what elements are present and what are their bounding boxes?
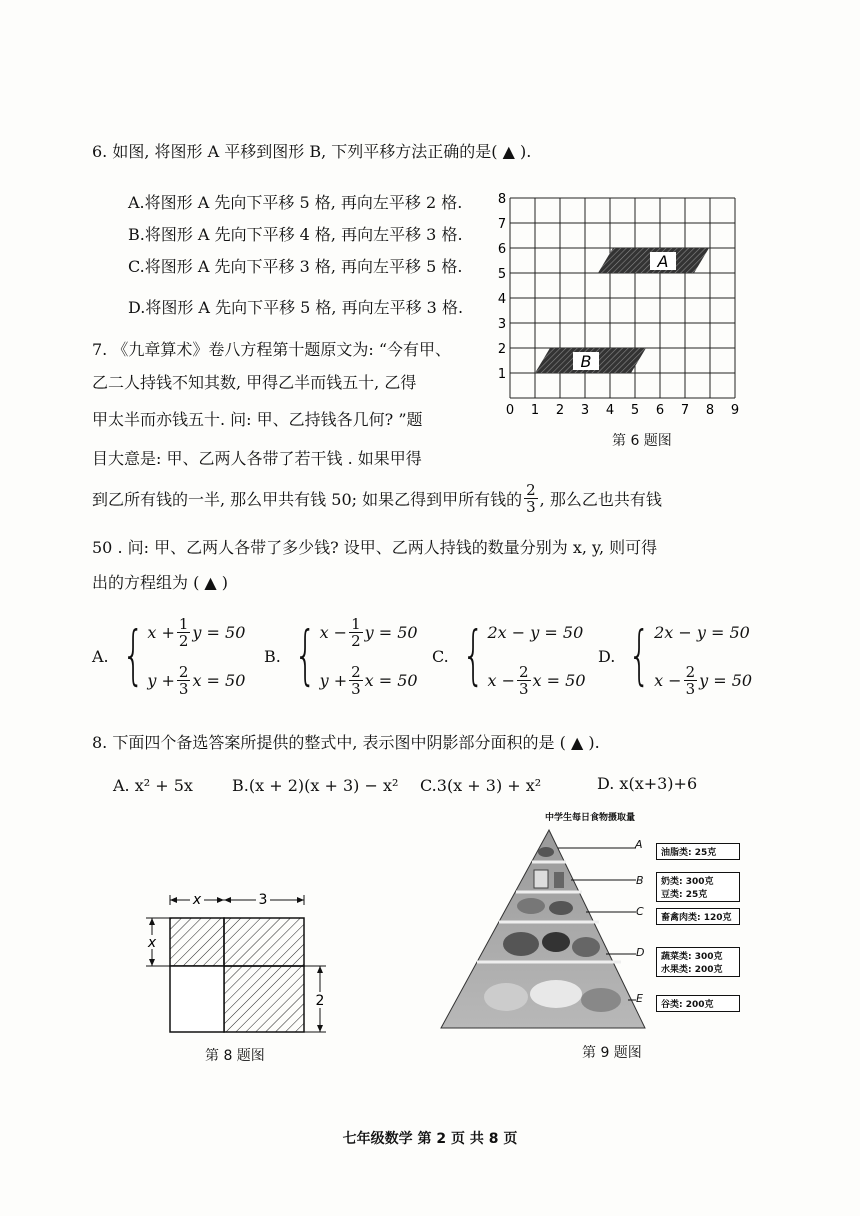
q7-line-4: 目大意是: 甲、乙两人各带了若干钱 . 如果甲得 (92, 449, 422, 468)
y-tick: 2 (497, 342, 507, 357)
level-a-letter: A (635, 838, 643, 851)
q7-choice-d: D. { 2x − y = 50 x − $\frac{2}{3}$ y = 50 (598, 619, 753, 698)
y-tick: 7 (497, 217, 507, 232)
x-tick: 2 (555, 403, 565, 418)
q7-line-3: 甲太半而亦钱五十. 问: 甲、乙持钱各几何? ”题 (92, 410, 423, 429)
q6-option-a: A.将图形 A 先向下平移 5 格, 再向左平移 2 格. (128, 193, 463, 212)
q8-figure-caption: 第 8 题图 (205, 1048, 265, 1064)
q8-option-b: B.(x + 2)(x + 3) − x² (232, 776, 399, 795)
x-tick: 5 (630, 403, 640, 418)
q7-line-5-after: , 那么乙也共有钱 (539, 490, 662, 509)
level-b-letter: B (636, 874, 644, 887)
page-footer: 七年级数学 第 2 页 共 8 页 (342, 1131, 518, 1147)
q6-option-b: B.将图形 A 先向下平移 4 格, 再向左平移 3 格. (128, 225, 463, 244)
x-tick: 7 (680, 403, 690, 418)
level-b-box: 奶类: 300克 豆类: 25克 (656, 872, 740, 902)
q9-figure-caption: 第 9 题图 (582, 1045, 642, 1061)
q7-choice-c: C. { 2x − y = 50 x − $\frac{2}{3}$ x = 50 (432, 619, 586, 698)
q7-line-5-before: 到乙所有钱的一半, 那么甲共有钱 50; 如果乙得到甲所有钱的 (92, 490, 523, 509)
x-tick: 0 (505, 403, 515, 418)
y-tick: 5 (497, 267, 507, 282)
q6-grid-figure (490, 186, 750, 454)
q9-figure-title: 中学生每日食物摄取量 (545, 813, 636, 823)
y-tick: 3 (497, 317, 507, 332)
x-tick: 3 (580, 403, 590, 418)
level-c-letter: C (636, 905, 644, 918)
q7-line-2: 乙二人持钱不知其数, 甲得乙半而钱五十, 乙得 (92, 373, 417, 392)
shape-a-label: A (657, 252, 669, 271)
q7-line-5 (92, 482, 662, 515)
x-tick: 1 (530, 403, 540, 418)
q8-option-d: D. x(x+3)+6 (597, 774, 698, 793)
q8-stem: 8. 下面四个备选答案所提供的整式中, 表示图中阴影部分面积的是 ( ▲ ). (92, 733, 600, 752)
q8-option-c: C.3(x + 3) + x² (420, 776, 542, 795)
q7-line-7: 出的方程组为 ( ▲ ) (92, 573, 229, 592)
q6-stem: 6. 如图, 将图形 A 平移到图形 B, 下列平移方法正确的是( ▲ ). (92, 142, 532, 161)
level-e-box: 谷类: 200克 (656, 995, 740, 1012)
y-tick: 4 (497, 292, 507, 307)
q6-figure-caption: 第 6 题图 (612, 433, 672, 449)
dim-top-3: 3 (258, 892, 268, 908)
y-tick: 6 (497, 242, 507, 257)
x-tick: 6 (655, 403, 665, 418)
shape-b-label: B (580, 352, 592, 371)
level-a-box: 油脂类: 25克 (656, 843, 740, 860)
q7-line-1: 7. 《九章算术》卷八方程第十题原文为: “今有甲、 (92, 340, 452, 359)
level-d-letter: D (636, 946, 645, 959)
q8-figure (130, 890, 340, 1040)
x-tick: 4 (605, 403, 615, 418)
x-tick: 9 (730, 403, 740, 418)
y-tick: 8 (497, 192, 507, 207)
dim-right-2: 2 (315, 993, 325, 1009)
dim-left-x: x (147, 935, 157, 951)
level-c-box: 畜禽肉类: 120克 (656, 908, 740, 925)
fraction: $\frac{2}{3}$ (526, 481, 536, 516)
q7-choice-b: B. { x − $\frac{1}{2}$ y = 50 y + $\frac{2}{3}$ x = 50 (264, 614, 418, 698)
q6-option-d: D.将图形 A 先向下平移 5 格, 再向左平移 3 格. (128, 298, 464, 317)
q8-option-a: A. x² + 5x (113, 776, 193, 795)
level-d-box: 蔬菜类: 300克 水果类: 200克 (656, 947, 740, 977)
x-tick: 8 (705, 403, 715, 418)
q7-choice-a: A. { x + $\frac{1}{2}$ y = 50 y + $\frac{2}{3}$ x = 50 (92, 614, 246, 698)
y-tick: 1 (497, 367, 507, 382)
q7-line-6: 50 . 问: 甲、乙两人各带了多少钱? 设甲、乙两人持钱的数量分别为 x, y, 则可得 (92, 538, 658, 557)
level-e-letter: E (636, 992, 643, 1005)
dim-top-x: x (192, 892, 202, 908)
q6-option-c: C.将图形 A 先向下平移 3 格, 再向左平移 5 格. (128, 257, 463, 276)
